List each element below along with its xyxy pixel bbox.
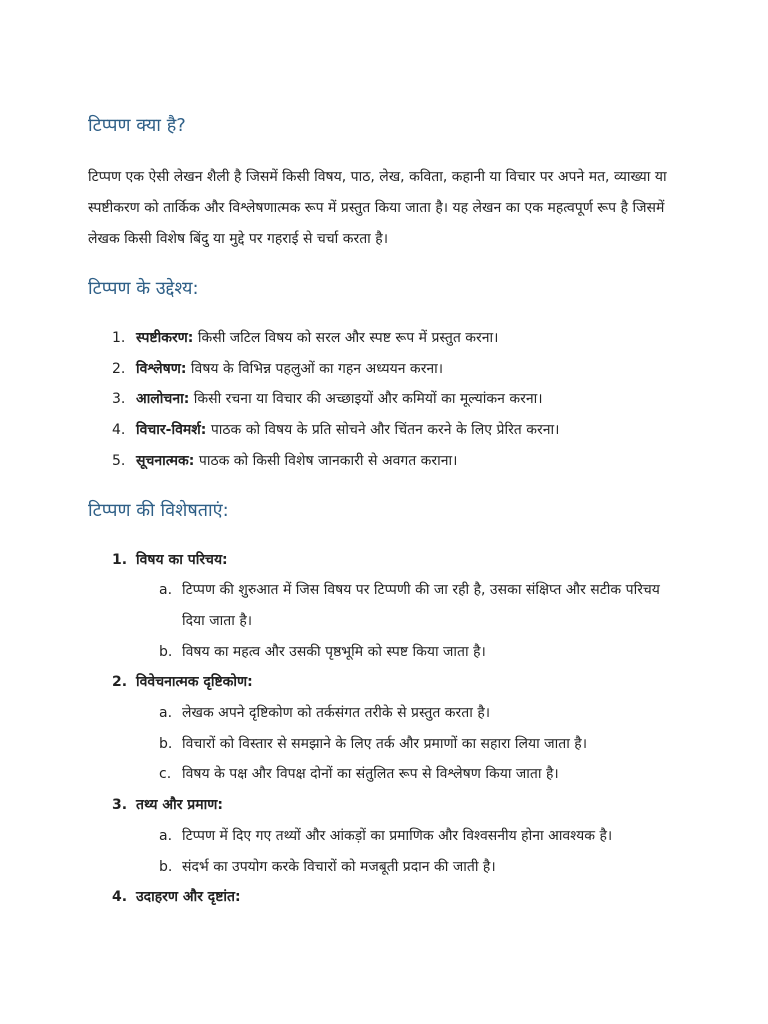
feature-subitem-letter: a. [159,827,173,844]
objective-description: किसी रचना या विचार की अच्छाइयों और कमियों का मूल्यांकन करना। [189,391,543,408]
feature-item [88,882,678,913]
feature-subitem [88,575,678,636]
feature-subitem-text: विषय के पक्ष और विपक्ष दोनों का संतुलित रूप से विश्लेषण किया जाता है। [182,766,559,783]
objective-term: विचार-विमर्श: [136,422,207,439]
feature-item [88,667,678,790]
objective-number: 5. [112,452,126,469]
heading-what-is-tippan: टिप्पण क्या है? [88,115,186,136]
feature-subitem [88,698,678,729]
objective-description: किसी जटिल विषय को सरल और स्पष्ट रूप में प्रस्तुत करना। [193,330,499,346]
feature-sublist [88,821,678,882]
feature-subitem-text: टिप्पण में दिए गए तथ्यों और आंकड़ों का प्रमाणिक और विश्वसनीय होना आवश्यक है। [182,827,613,844]
feature-subitem [88,821,678,852]
objective-number: 2. [112,360,126,377]
objective-item [88,384,678,415]
objective-term: आलोचना: [136,391,190,408]
feature-title: विवेचनात्मक दृष्टिकोण: [136,674,253,691]
feature-subitem [88,729,678,760]
objective-description: पाठक को किसी विशेष जानकारी से अवगत कराना। [194,452,458,469]
objective-item [88,354,678,385]
objective-text [112,354,678,385]
feature-subitem-letter: a. [159,582,173,599]
objective-number: 3. [112,391,126,408]
objective-item [88,446,678,477]
feature-subitem-letter: b. [159,735,173,752]
objectives-list [88,323,678,477]
feature-subitem-text: संदर्भ का उपयोग करके विचारों को मजबूती प्रदान की जाती है। [182,858,496,875]
feature-subitem-letter: c. [159,766,172,783]
feature-subitem-text: टिप्पण की शुरुआत में जिस विषय पर टिप्पणी की जा रही है, उसका संक्षिप्त और सटीक परिचय दिया जाता है। [182,582,660,629]
objective-term: स्पष्टीकरण: [136,330,194,346]
feature-subitem-text: विचारों को विस्तार से समझाने के लिए तर्क और प्रमाणों का सहारा लिया जाता है। [182,735,588,752]
feature-subitem [88,759,678,790]
feature-subitem-text: लेखक अपने दृष्टिकोण को तर्कसंगत तरीके से प्रस्तुत करता है। [182,705,491,722]
document-content [88,112,678,913]
objective-description: विषय के विभिन्न पहलुओं का गहन अध्ययन करना। [186,360,444,377]
feature-item [88,545,678,668]
objective-text [112,415,678,446]
feature-number: 2. [112,674,128,691]
feature-item [88,790,678,882]
intro-paragraph: टिप्पण एक ऐसी लेखन शैली है जिसमें किसी विषय, पाठ, लेख, कविता, कहानी या विचार पर अपने मत, व्याख्या या स्पष्टीकरण को तार्किक और विश्लेषणात्मक रूप में प्रस्तुत किया जाता है। यह लेखन का एक महत्वपूर्ण रूप है जिसमें लेखक किसी विशेष बिंदु या मुद्दे पर गहराई से चर्चा करता है। [88,169,667,247]
feature-title: उदाहरण और दृष्टांत: [136,889,241,906]
objective-text [112,323,678,354]
feature-title: तथ्य और प्रमाण: [136,797,223,814]
heading-features: टिप्पण की विशेषताएं: [88,499,229,521]
heading-objectives: टिप्पण के उद्देश्य: [88,278,199,299]
feature-subitem-letter: b. [159,858,173,875]
feature-subitem-letter: a. [159,705,173,722]
feature-number: 3. [112,797,128,814]
objective-text [112,384,678,415]
objective-description: पाठक को विषय के प्रति सोचने और चिंतन करने के लिए प्रेरित करना। [206,422,560,439]
feature-sublist [88,575,678,667]
feature-subitem-letter: b. [159,643,173,660]
feature-number: 1. [112,551,128,568]
objective-term: सूचनात्मक: [136,452,195,469]
feature-subitem [88,637,678,668]
feature-number: 4. [112,889,128,906]
objective-term: विश्लेषण: [136,360,187,377]
feature-subitem [88,852,678,883]
feature-subitem-text: विषय का महत्व और उसकी पृष्ठभूमि को स्पष्ट किया जाता है। [182,643,486,660]
objective-number: 4. [112,422,126,439]
objective-text [112,446,678,477]
feature-sublist [88,698,678,790]
objective-item [88,323,678,354]
objective-item [88,415,678,446]
features-list [88,545,678,913]
feature-title: विषय का परिचय: [136,551,228,568]
objective-number: 1. [112,330,126,346]
